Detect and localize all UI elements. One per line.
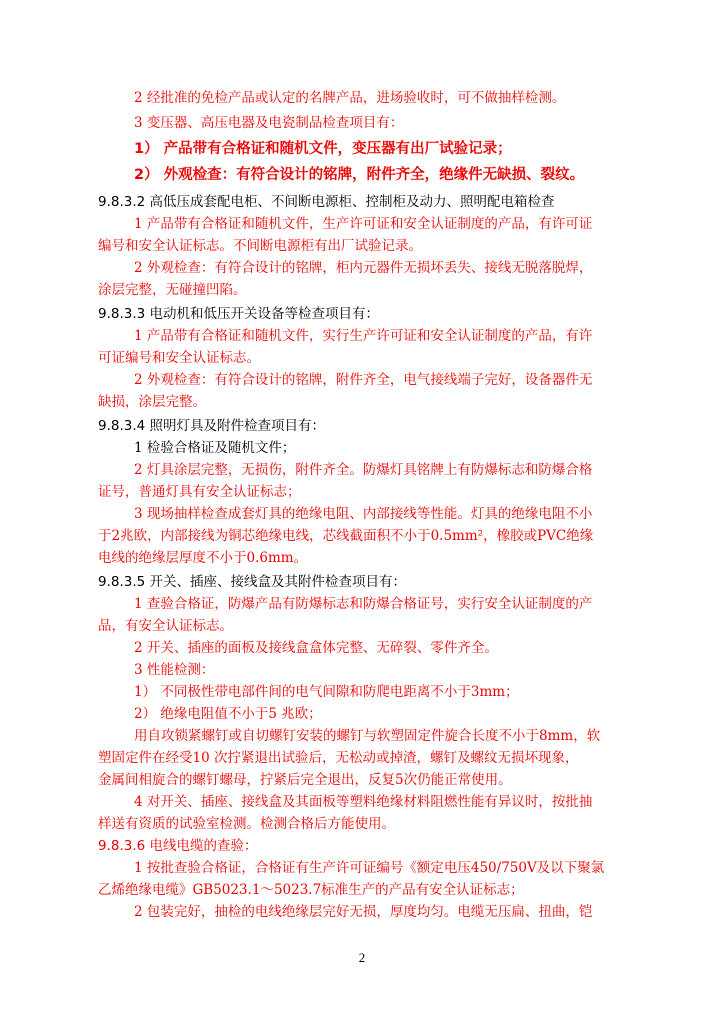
text-line: 2） 外观检查：有符合设计的铭牌，附件齐全，绝缘件无缺损、裂纹。 <box>134 167 585 183</box>
text-line: 3 现场抽样检查成套灯具的绝缘电阻、内部接线等性能。灯具的绝缘电阻不小 <box>134 506 593 522</box>
text-line: 2 灯具涂层完整，无损伤，附件齐全。防爆灯具铭牌上有防爆标志和防爆合格 <box>134 462 593 478</box>
text-line: 4 对开关、插座、接线盒及其面板等塑料绝缘材料阻燃性能有异议时，按批抽 <box>134 794 593 810</box>
text-line: 可证编号和安全认证标志。 <box>98 350 260 366</box>
text-line: 1 按批查验合格证，合格证有生产许可证编号《额定电压450/750V及以下聚氯 <box>134 860 605 876</box>
text-line: 2 外观检查：有符合设计的铭牌，附件齐全，电气接线端子完好，设备器件无 <box>134 372 593 388</box>
text-line: 涂层完整，无碰撞凹陷。 <box>98 282 247 298</box>
text-line: 9.8.3.2 高低压成套配电柜、不间断电源柜、控制柜及动力、照明配电箱检查 <box>98 194 555 210</box>
text-line: 2 外观检查：有符合设计的铭牌，柜内元器件无损坏丢失、接线无脱落脱焊， <box>134 260 593 276</box>
text-line: 电线的绝缘层厚度不小于0.6mm。 <box>98 550 308 566</box>
text-line: 2 经批准的免检产品或认定的名牌产品，进场验收时，可不做抽样检测。 <box>134 90 566 106</box>
text-line: 9.8.3.4 照明灯具及附件检查项目有： <box>98 418 326 434</box>
text-line: 3 性能检测： <box>134 662 215 678</box>
text-line: 于2兆欧，内部接线为铜芯绝缘电线，芯线截面积不小于0.5mm²，橡胶或PVC绝缘 <box>98 528 594 544</box>
text-line: 2 开关、插座的面板及接线盒盒体完整、无碎裂、零件齐全。 <box>134 640 498 656</box>
text-line: 用自攻锁紧螺钉或自切螺钉安装的螺钉与软塑固定件旋合长度不小于8mm，软 <box>134 728 601 744</box>
text-line: 塑固定件在经受10 次拧紧退出试验后，无松动或掉渣，螺钉及螺纹无损坏现象， <box>98 750 579 766</box>
text-line: 品，有安全认证标志。 <box>98 618 233 634</box>
text-line: 金属间相旋合的螺钉螺母，拧紧后完全退出，反复5次仍能正常使用。 <box>98 772 512 788</box>
text-line: 1） 不同极性带电部件间的电气间隙和防爬电距离不小于3mm； <box>134 684 519 700</box>
text-line: 1 检验合格证及随机文件； <box>134 440 296 456</box>
text-line: 1 查验合格证，防爆产品有防爆标志和防爆合格证号，实行安全认证制度的产 <box>134 596 593 612</box>
text-line: 1 产品带有合格证和随机文件，生产许可证和安全认证制度的产品，有许可证 <box>134 216 593 232</box>
text-line: 编号和安全认证标志。不间断电源柜有出厂试验记录。 <box>98 238 422 254</box>
text-line: 证号，普通灯具有安全认证标志； <box>98 484 301 500</box>
page-number: 2 <box>358 950 366 965</box>
text-line: 样送有资质的试验室检测。检测合格后方能使用。 <box>98 816 395 832</box>
text-line: 1） 产品带有合格证和随机文件，变压器有出厂试验记录； <box>134 141 512 157</box>
text-line: 2 包装完好，抽检的电线绝缘层完好无损，厚度均匀。电缆无压扁、扭曲，铠 <box>134 904 593 920</box>
text-line: 9.8.3.5 开关、插座、接线盒及其附件检查项目有： <box>98 574 407 590</box>
text-line: 2） 绝缘电阻值不小于5 兆欧； <box>134 706 322 722</box>
text-line: 9.8.3.3 电动机和低压开关设备等检查项目有： <box>98 306 380 322</box>
text-line: 9.8.3.6 电线电缆的查验： <box>98 838 258 854</box>
text-line: 乙烯绝缘电缆》GB5023.1～5023.7标准生产的产品有安全认证标志； <box>98 882 524 898</box>
text-line: 缺损，涂层完整。 <box>98 394 206 410</box>
text-line: 1 产品带有合格证和随机文件，实行生产许可证和安全认证制度的产品，有许 <box>134 328 593 344</box>
text-line: 3 变压器、高压电器及电瓷制品检查项目有： <box>134 115 404 131</box>
